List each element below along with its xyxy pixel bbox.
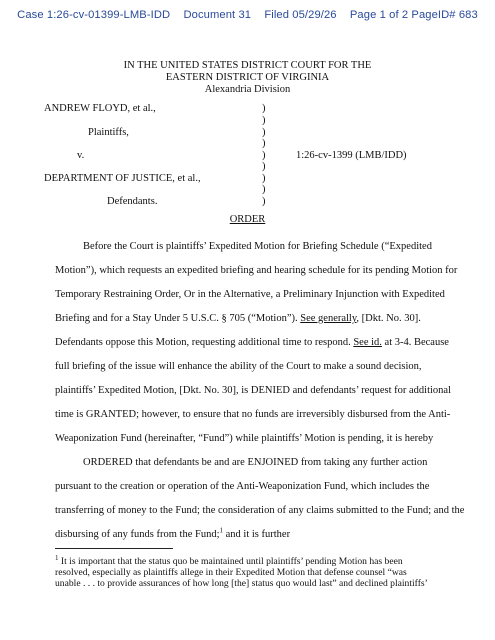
civil-case-number: 1:26-cv-1399 (LMB/IDD): [296, 150, 407, 161]
body-line: full briefing of the issue will enhance the ability of the Court to make a sound decision,: [55, 361, 422, 372]
body-line: pursuant to the creation or operation of the Anti-Weaponization Fund, which includes the: [55, 481, 430, 492]
footnote-line: unable . . . to provide assurances of how long [the] status quo would last” and declined plaintiffs’: [55, 578, 428, 589]
order-title: ORDER: [229, 214, 266, 225]
body-text-segment: at 3-4. Because: [381, 337, 449, 348]
footnote-divider: [55, 548, 173, 549]
footnote-line: [55, 553, 455, 567]
caption-paren: ): [262, 184, 266, 195]
body-text-segment: Briefing and for a Stay Under 5 U.S.C. § 705 (“Motion”).: [55, 313, 301, 324]
body-line: Before the Court is plaintiffs’ Expedited Motion for Briefing Schedule (“Expedited: [83, 241, 432, 252]
body-line: Weaponization Fund (hereinafter, “Fund”) while plaintiffs’ Motion is pending, it is hereby: [55, 433, 434, 444]
body-line: ORDERED that defendants be and are ENJOINED from taking any further action: [83, 457, 428, 468]
body-text-segment: Defendants oppose this Motion, requesting additional time to respond.: [55, 337, 354, 348]
body-line: time is GRANTED; however, to ensure that no funds are irreversibly disbursed from the Anti-: [55, 409, 451, 420]
body-line: [55, 313, 452, 325]
plaintiff-name: ANDREW FLOYD, et al.,: [44, 103, 156, 114]
court-district-line: EASTERN DISTRICT OF VIRGINIA: [165, 72, 330, 83]
filed-date-header: Filed 05/29/26: [264, 9, 337, 21]
footnote-marker: 1: [55, 553, 59, 562]
caption-paren: ): [262, 115, 266, 126]
plaintiffs-role: Plaintiffs,: [88, 127, 129, 138]
body-line: plaintiffs’ Expedited Motion, [Dkt. No. 30], is DENIED and defendants’ request for additional: [55, 385, 451, 396]
defendants-role: Defendants.: [107, 196, 158, 207]
defendant-name: DEPARTMENT OF JUSTICE, et al.,: [44, 173, 201, 184]
citation-signal: See generally: [300, 313, 357, 324]
versus-label: v.: [77, 150, 85, 161]
body-text-segment: disbursing of any funds from the Fund;: [55, 529, 220, 540]
body-text-segment: , [Dkt. No. 30].: [356, 313, 421, 324]
caption-paren: ): [262, 138, 266, 149]
court-heading: [0, 60, 495, 96]
caption-paren: ): [262, 103, 266, 114]
footnote-reference[interactable]: 1: [219, 526, 223, 535]
case-number-header: Case 1:26-cv-01399-LMB-IDD: [17, 9, 171, 21]
caption-paren: ): [262, 173, 266, 184]
page-id-header: Page 1 of 2 PageID# 683: [349, 9, 478, 21]
caption-paren: ): [262, 161, 266, 172]
ecf-header-stamp: [0, 9, 495, 21]
court-division-line: Alexandria Division: [204, 84, 291, 95]
body-line: transferring of money to the Fund; the consideration of any claims submitted to the Fund; and the: [55, 505, 465, 516]
body-line: [55, 526, 452, 541]
footnote-text: It is important that the status quo be maintained until plaintiffs’ pending Motion has been: [58, 556, 403, 567]
court-name-line: IN THE UNITED STATES DISTRICT COURT FOR THE: [123, 60, 372, 71]
caption-paren: ): [262, 150, 266, 161]
body-line: [55, 337, 452, 349]
document-number-header: Document 31: [183, 9, 252, 21]
footnote-line: resolved, especially as plaintiffs allege in their Expedited Motion that defense counsel “was: [55, 567, 407, 578]
citation-signal: See id.: [353, 337, 382, 348]
body-text-segment: and it is further: [223, 529, 291, 540]
body-line: Motion”), which requests an expedited briefing and hearing schedule for its pending Motion for: [55, 265, 458, 276]
caption-paren: ): [262, 127, 266, 138]
caption-paren: ): [262, 196, 266, 207]
body-line: Temporary Restraining Order, Or in the Alternative, a Preliminary Injunction with Expedited: [55, 289, 445, 300]
